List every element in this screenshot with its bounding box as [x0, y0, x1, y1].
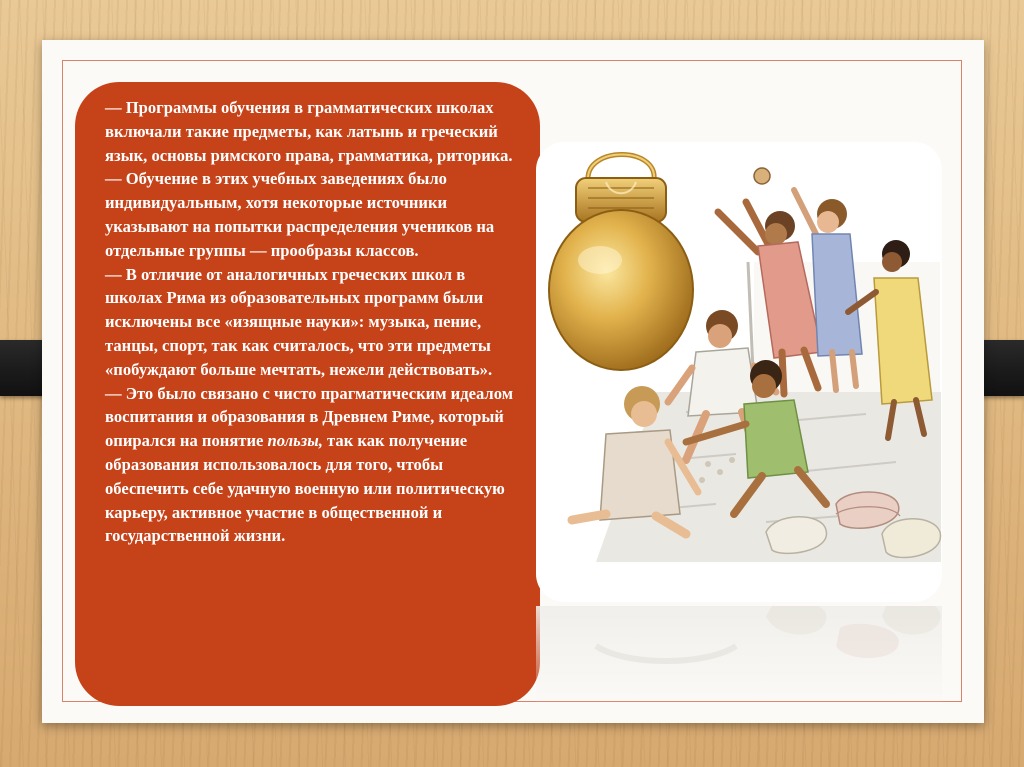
text-panel	[75, 82, 540, 706]
paragraph-excluded-arts: — В отличие от аналогичных греческих школ в школах Рима из образовательных программ были исключены все «изящные науки»: музыка, пение, танцы, спорт, так как считалось, что эти предметы «побуждают больше мечтать, нежели действовать».	[105, 264, 493, 379]
slide-paper	[42, 40, 984, 723]
reflection-shapes	[596, 606, 940, 661]
illustration-reflection	[536, 606, 942, 706]
illustration-image	[536, 142, 942, 602]
gold-bulla-icon	[549, 155, 693, 371]
paragraph-individual-teaching: — Обучение в этих учебных заведениях было индивидуальным, хотя некоторые источники указывают на попытки распределения учеников на отдельные группы — прообразы классов.	[105, 169, 495, 260]
paragraph-subjects: — Программы обучения в грамматических школах включали такие предметы, как латынь и греческий язык, основы римского права, грамматика, риторика.	[105, 98, 513, 165]
ball-icon	[754, 168, 770, 184]
paragraph-pragmatic-ideal: — Это было связано с чисто прагматическим идеалом воспитания и образования в Древнем Риме, который опирался на понятие пользы, так как получение образования использовалось для того, чтобы обеспечить себе удачную военную или политическую карьеру, активное участие в общественной и государственной жизни.	[105, 383, 514, 546]
emphasis-usefulness: пользы,	[267, 431, 323, 451]
